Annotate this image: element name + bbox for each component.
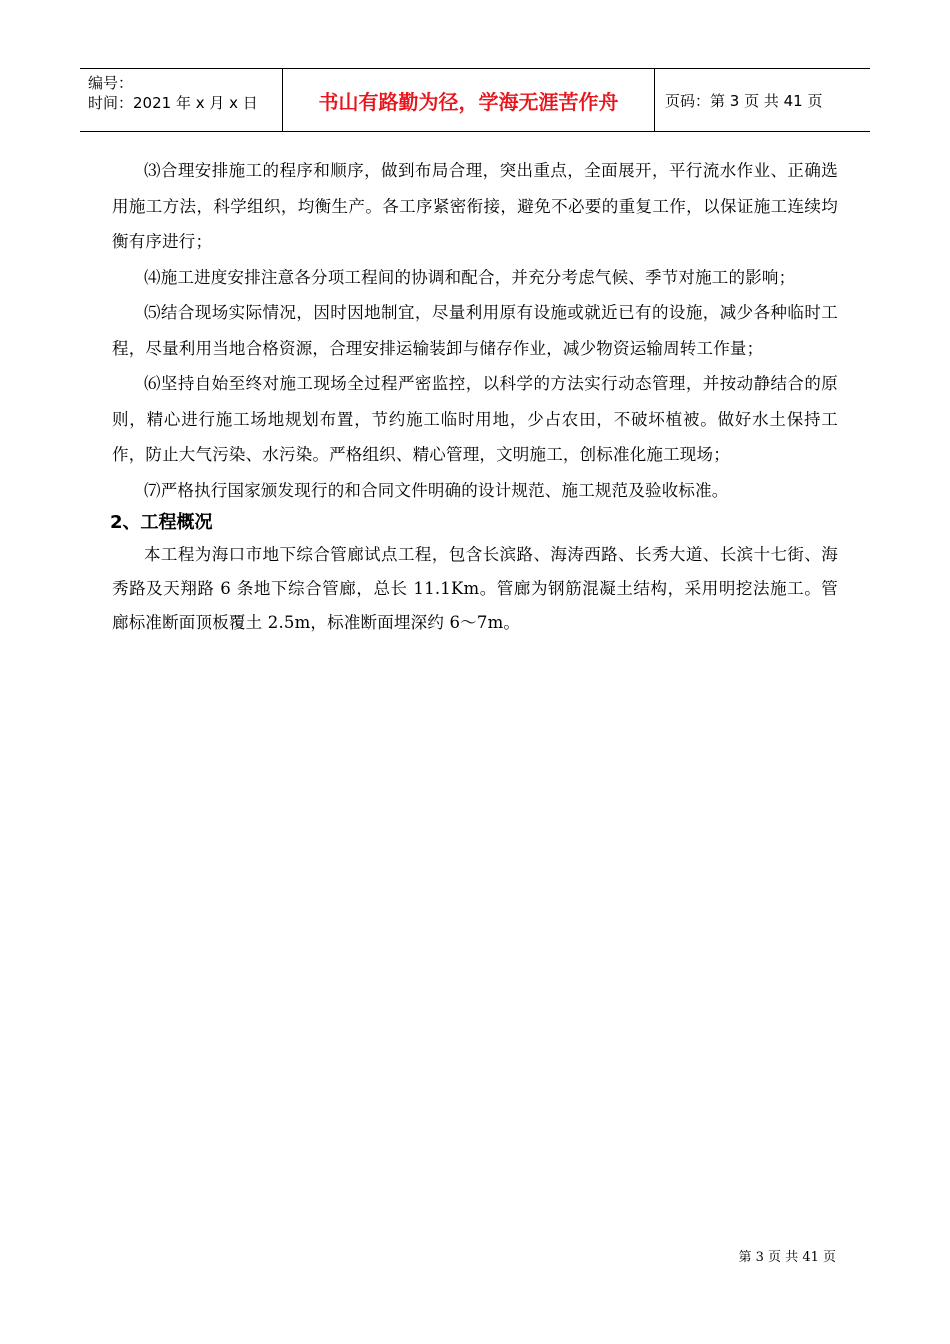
section-heading: 2、工程概况 [110, 512, 213, 533]
time-label: 时间：2021 年 x 月 x 日 [88, 94, 258, 112]
paragraph-5: ⑸结合现场实际情况，因时因地制宜，尽量利用原有设施或就近已有的设施，减少各种临时工程，尽量利用当地合格资源，合理安排运输装卸与储存作业，减少物资运输周转工作量； [112, 303, 838, 358]
number-label: 编号： [88, 74, 134, 92]
header-meta [80, 69, 282, 131]
page-footer: 第 3 页 共 41 页 [738, 1250, 836, 1265]
page-header [80, 68, 870, 132]
header-page-number: 页码：第 3 页 共 41 页 [665, 91, 823, 110]
section-body: 本工程为海口市地下综合管廊试点工程，包含长滨路、海涛西路、长秀大道、长滨十七街、海秀路及天翔路 6 条地下综合管廊，总长 11.1Km。管廊为钢筋混凝土结构，采用明挖法施工。管廊标准断面顶板覆土 2.5m，标准断面埋深约 6～7m。 [112, 545, 838, 632]
paragraph-4: ⑷施工进度安排注意各分项工程间的协调和配合，并充分考虑气候、季节对施工的影响； [144, 267, 796, 287]
paragraph-6: ⑹坚持自始至终对施工现场全过程严密监控，以科学的方法实行动态管理，并按动静结合的原则，精心进行施工场地规划布置，节约施工临时用地，少占农田，不破坏植被。做好水土保持工作，防止大气污染、水污染。严格组织、精心管理，文明施工，创标准化施工现场； [112, 374, 838, 464]
header-motto: 书山有路勤为径，学海无涯苦作舟 [282, 69, 655, 131]
paragraph-3: ⑶合理安排施工的程序和顺序，做到布局合理，突出重点，全面展开，平行流水作业、正确选用施工方法，科学组织，均衡生产。各工序紧密衔接，避免不必要的重复工作，以保证施工连续均衡有序进行； [112, 161, 838, 251]
paragraph-7: ⑺严格执行国家颁发现行的和合同文件明确的设计规范、施工规范及验收标准。 [144, 480, 729, 500]
document-body [112, 153, 838, 640]
